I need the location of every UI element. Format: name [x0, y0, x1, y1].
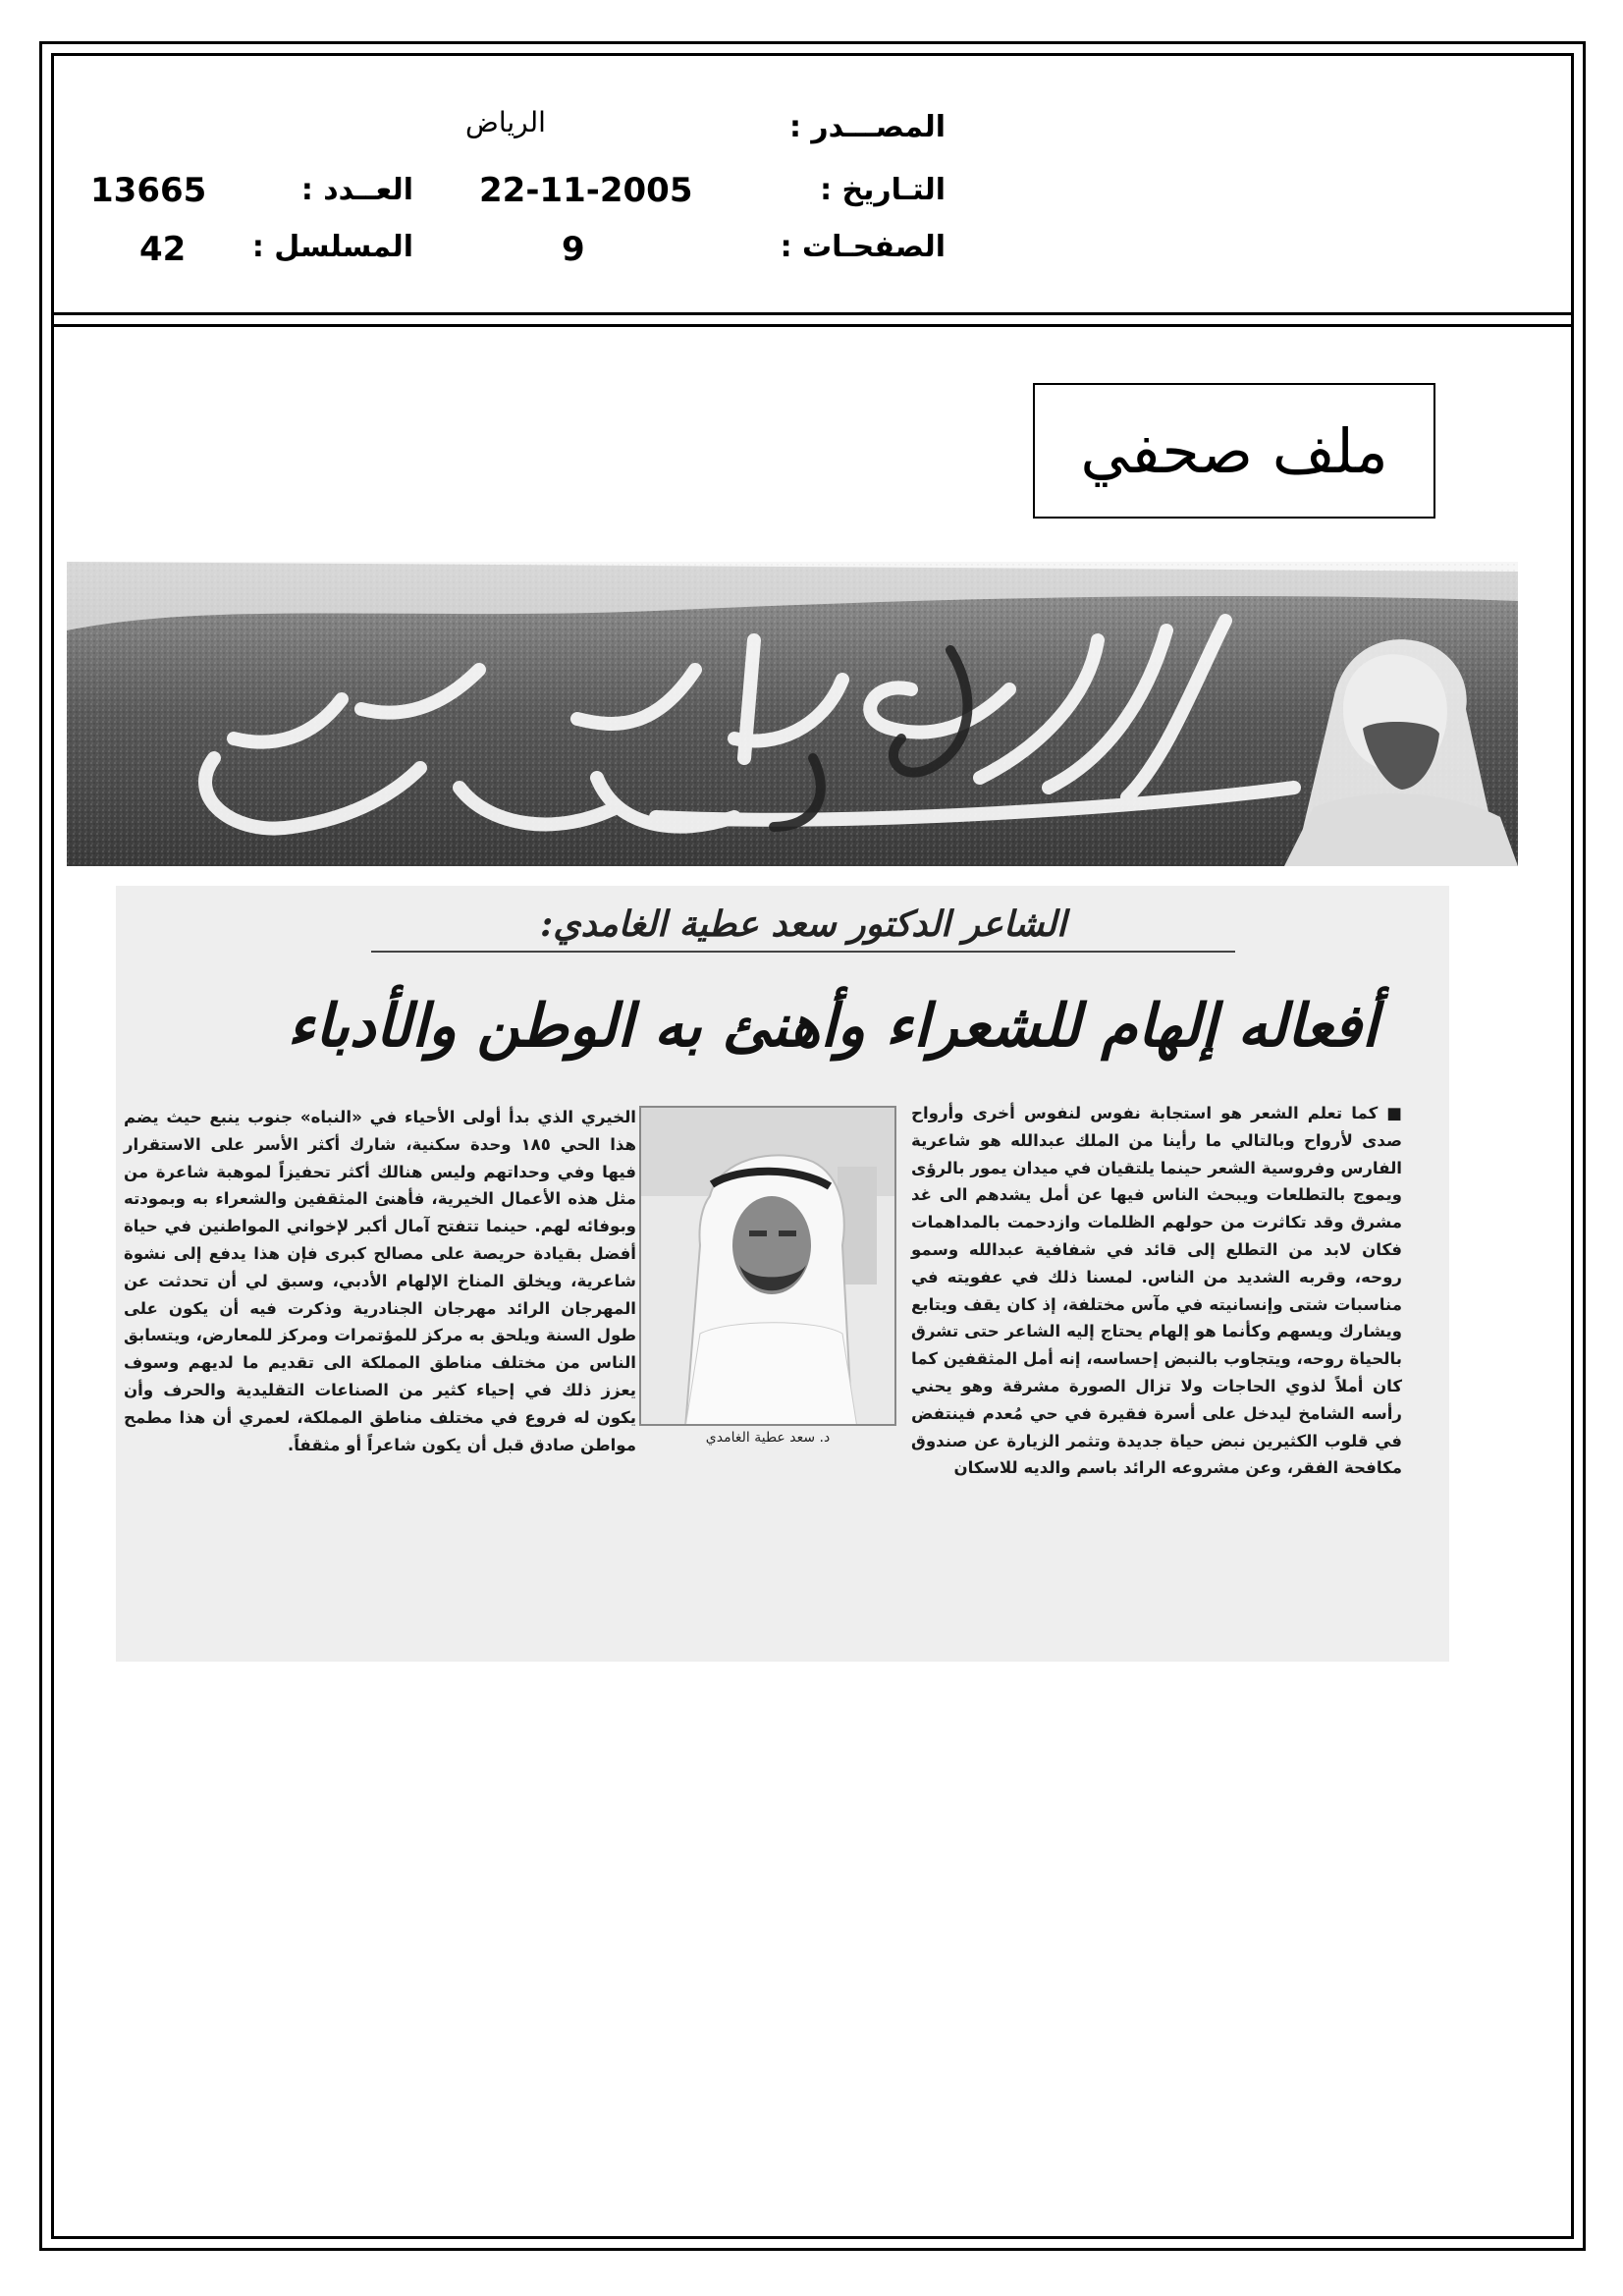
article-headline: أفعاله إلهام للشعراء وأهنئ به الوطن والأدباء [287, 992, 1379, 1061]
press-file-title-box [1033, 383, 1435, 519]
author-photo-caption: د. سعد عطية الغامدي [705, 1430, 831, 1446]
author-photo [639, 1106, 896, 1426]
source-label: المصـــدر : [788, 110, 946, 144]
article-clipping [116, 886, 1449, 1662]
header-divider-bottom [51, 324, 1574, 327]
calligraphy-banner-with-portrait-icon [67, 562, 1518, 866]
serial-label: المسلسل : [251, 230, 413, 264]
article-subheading: الشاعر الدكتور سعد عطية الغامدي: [371, 903, 1235, 953]
pages-label: الصفحـات : [780, 230, 946, 264]
portrait-photo-icon [641, 1108, 896, 1426]
calligraphy-banner [67, 562, 1518, 866]
date-label: التـاريخ : [820, 173, 946, 207]
serial-value: 42 [139, 230, 187, 269]
source-value: الرياض [465, 106, 546, 138]
press-file-title: ملف صحفي [1080, 414, 1388, 487]
header-divider-top [51, 312, 1574, 315]
article-right-column: ■ كما تعلم الشعر هو استجابة نفوس لنفوس أخرى وأرواح صدى لأرواح وبالتالي ما رأينا من الملك عبدالله هو شاعرية الفارس وفروسية الشعر حينما يلتقيان في ميدان يمور بالرؤى ويموج بالتطلعات ويبحث الناس فيها عن أمل يشدهم الى غد مشرق وقد تكاثرت من حولهم الظلمات وازدحمت بالمداهمات فكان لابد من التطلع إلى قائد في شفافية عبدالله وسمو روحه، وقربه الشديد من الناس. لمسنا ذلك في عفويته في مناسبات شتى وإنسانيته في مآس مختلفة، إذ كان يقف ويتابع ويشارك ويسهم وكأنما هو إلهام يحتاج إليه الشاعر حتى تشرق بالحياة روحه، ويتجاوب بالنبض إحساسه، إنه أمل المثقفين كما كان أملاً لذوي الحاجات ولا تزال الصورة مشرقة وهو يحني رأسه الشامخ ليدخل على أسرة فقيرة في حي مُعدم فينتفض في قلوب الكثيرين نبض حياة جديدة وتثمر الزيارة عن صندوق مكافحة الفقر، وعن مشروعه الرائد باسم والديه للاسكان [911, 1104, 1402, 1478]
date-value: 22-11-2005 [479, 171, 693, 210]
article-left-column: الخيري الذي بدأ أولى الأحياء في «النباه» جنوب ينبع حيث يضم هذا الحي ١٨٥ وحدة سكنية، شارك أكثر الأسر على الاستقرار فيها وفي وحداتهم وليس هنالك أكثر تحفيزاً لموهبة شاعرة من مثل هذه الأعمال الخيرية، فأهنئ المثقفين والشعراء به وبمودته وبوفائه لهم. حينما تتفتح آمال أكبر لإخواني المواطنين في حياة أفضل بقيادة حريصة على مصالح كبرى فإن هذا يدفع إلى نشوة شاعرية، ويخلق المناخ الإلهام الأدبي، وسبق لي أن تحدثت عن المهرجان الرائد مهرجان الجنادرية وذكرت فيه أن يكون على طول السنة ويلحق به مركز للمؤتمرات ومركز للمعارض، ويتسابق الناس من مختلف مناطق المملكة الى تقديم ما لديهم وسوف يعزز ذلك في إحياء كثير من الصناعات التقليدية والحرف وأن يكون له فروع في مختلف مناطق المملكة، لعمري أن هذا مطمح مواطن صادق قبل أن يكون شاعراً أو مثقفاً. [124, 1108, 637, 1454]
issue-label: العــدد : [300, 173, 413, 207]
pages-value: 9 [562, 230, 585, 269]
issue-value: 13665 [90, 171, 207, 210]
